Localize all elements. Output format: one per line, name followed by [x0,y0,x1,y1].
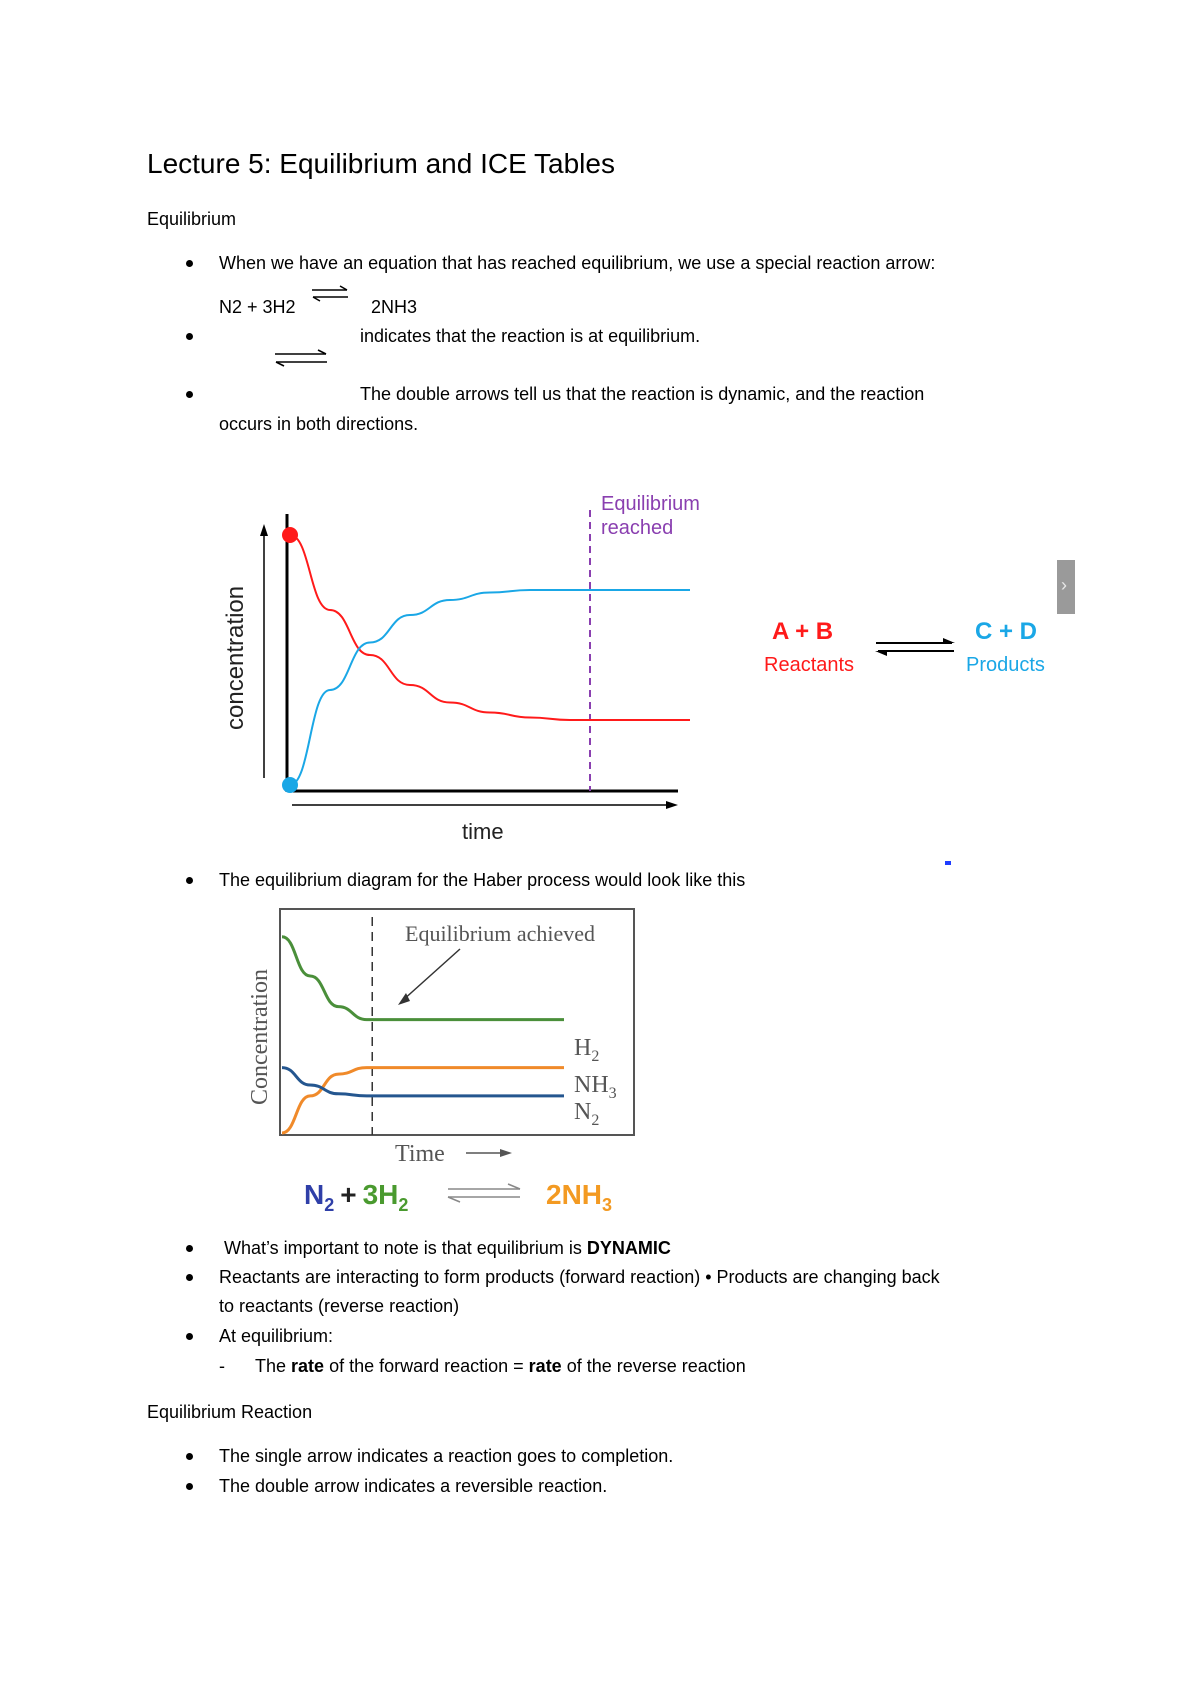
blue-mark [945,861,951,865]
equation-right: 2NH3 [371,297,418,317]
series-line-products [290,590,690,785]
sub-bullet-rates: The rate of the forward reaction = rate of the reverse reaction [255,1356,746,1376]
bullet-dot [186,1333,193,1340]
series-label-h2: $H_2$ [574,1035,600,1065]
reaction-double-arrow-icon [875,638,955,656]
haber-figure [240,905,650,1225]
section-heading-equilibrium-reaction: Equilibrium Reaction [147,1402,313,1422]
series-label-n2: $N_2$ [574,1099,600,1129]
bullet-dynamic-note: What’s important to note is that equilibrium is DYNAMIC [224,1238,671,1258]
bullet-dot [186,1245,193,1252]
series-start-point-reactants [282,527,298,543]
haber-equation: $N_2 + 3H_2$ [304,1179,409,1215]
sub-bullet-dash: - [219,1356,225,1376]
products-formula: C + D [975,618,1038,645]
bullet-dot [186,877,193,884]
bullet-forward-reverse-line2: to reactants (reverse reaction) [219,1296,460,1316]
bullet-dot [186,1483,193,1490]
arrowhead-icon [260,524,268,536]
bullet-dot [186,391,193,398]
bullet-dynamic-line1: The double arrows tell us that the reaction is dynamic, and the reaction [360,384,925,404]
x-axis-label: Time [395,1141,445,1167]
equilibrium-arrow-icon [273,348,329,368]
bullet-forward-reverse-line1: Reactants are interacting to form products (forward reaction) • Products are changing back [219,1267,940,1287]
x-axis-label: time [462,819,504,844]
bullet-double-arrow: The double arrow indicates a reversible reaction. [219,1476,608,1496]
bullet-at-equilibrium: At equilibrium: [219,1326,334,1346]
marker-label-line2: reached [601,517,674,539]
chevron-right-icon: › [1061,575,1067,595]
bullet-dot [186,333,193,340]
equation-left: N2 + 3H2 [219,297,296,317]
products-label: Products [966,654,1045,676]
x-axis-arrow [466,1149,512,1157]
page-title: Lecture 5: Equilibrium and ICE Tables [147,148,615,179]
equilibrium-figure [210,480,1090,860]
bullet-dot [186,1274,193,1281]
series-label-nh3: $NH_3$ [574,1072,617,1102]
annotation-label: Equilibrium achieved [405,921,595,946]
marker-label-line1: Equilibrium [601,493,700,515]
bullet-dynamic-line2: occurs in both directions. [219,414,419,434]
reactants-formula: A + B [772,618,834,645]
haber-product: $2NH_3$ [546,1179,613,1215]
equilibrium-arrow-icon [310,285,350,303]
equilibrium-arrow-icon [448,1184,520,1202]
next-page-tab[interactable] [1057,560,1075,614]
series-line-reactants [290,535,690,720]
bullet-indicates-equilibrium: indicates that the reaction is at equilibrium. [360,326,701,346]
section-heading-equilibrium: Equilibrium [147,209,237,229]
series-start-point-products [282,777,298,793]
reactants-label: Reactants [764,654,855,676]
bullet-haber-diagram: The equilibrium diagram for the Haber process would look like this [219,870,746,890]
bullet-special-arrow: When we have an equation that has reached equilibrium, we use a special reaction arrow: [219,253,936,273]
bullet-dot [186,1453,193,1460]
bullet-dot [186,260,193,267]
arrowhead-icon [666,801,678,809]
y-axis-label: concentration [222,585,249,730]
y-axis-label: Concentration [247,969,273,1105]
bullet-single-arrow: The single arrow indicates a reaction goes to completion. [219,1446,674,1466]
